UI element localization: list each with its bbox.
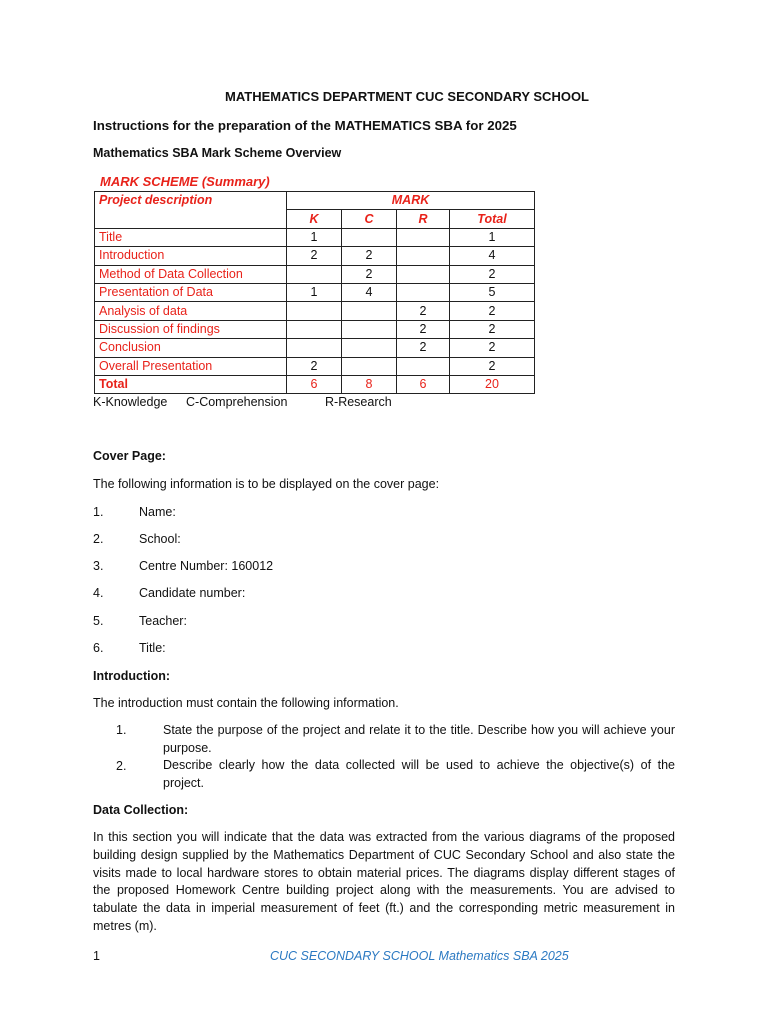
total-c: 8: [342, 375, 397, 393]
table-total-row: [95, 375, 535, 393]
col-project-description: Project description: [95, 192, 287, 229]
row-total: 2: [450, 320, 535, 338]
row-k: 2: [287, 247, 342, 265]
overview-heading: Mathematics SBA Mark Scheme Overview: [93, 146, 342, 160]
cover-item-label: Centre Number: 160012: [139, 559, 274, 573]
cover-item-label: Candidate number:: [139, 586, 246, 600]
cover-page-heading: Cover Page:: [93, 449, 166, 463]
total-total: 20: [450, 375, 535, 393]
cover-item-label: Name:: [139, 505, 176, 519]
row-total: 2: [450, 339, 535, 357]
row-k: [287, 320, 342, 338]
introduction-heading: Introduction:: [93, 669, 171, 683]
row-k: [287, 302, 342, 320]
col-total: Total: [450, 210, 535, 228]
total-desc: Total: [95, 375, 287, 393]
table-row: [95, 339, 535, 357]
col-k: K: [287, 210, 342, 228]
row-r: [397, 247, 450, 265]
mark-scheme-table: [94, 191, 535, 394]
cover-item-number: 4.: [93, 586, 104, 600]
legend-comprehension: C-Comprehension: [186, 395, 288, 409]
row-k: [287, 339, 342, 357]
instructions-heading: Instructions for the preparation of the MATHEMATICS SBA for 2025: [93, 118, 517, 133]
row-desc: Introduction: [95, 247, 287, 265]
row-desc: Title: [95, 228, 287, 246]
data-collection-heading: Data Collection:: [93, 803, 189, 817]
mark-scheme-caption: MARK SCHEME (Summary): [100, 174, 270, 189]
row-total: 2: [450, 265, 535, 283]
document-title: MATHEMATICS DEPARTMENT CUC SECONDARY SCHOOL: [225, 89, 589, 104]
table-row: [95, 302, 535, 320]
row-c: [342, 302, 397, 320]
cover-item-number: 6.: [93, 641, 104, 655]
legend-knowledge: K-Knowledge: [93, 395, 168, 409]
table-row: [95, 357, 535, 375]
col-r: R: [397, 210, 450, 228]
table-row: [95, 228, 535, 246]
row-c: [342, 339, 397, 357]
cover-item-label: School:: [139, 532, 181, 546]
introduction-intro: The introduction must contain the following information.: [93, 696, 399, 710]
row-k: 1: [287, 228, 342, 246]
total-k: 6: [287, 375, 342, 393]
page-number: 1: [93, 949, 100, 963]
cover-item-number: 5.: [93, 614, 104, 628]
row-k: [287, 265, 342, 283]
footer-text: CUC SECONDARY SCHOOL Mathematics SBA 2025: [270, 949, 569, 963]
row-r: 2: [397, 302, 450, 320]
intro-item-number: 1.: [116, 723, 127, 737]
intro-item-text: Describe clearly how the data collected will be used to achieve the objective(s) of the project.: [163, 758, 675, 790]
table-row: [95, 283, 535, 301]
row-c: [342, 357, 397, 375]
cover-item-number: 1.: [93, 505, 104, 519]
row-desc: Conclusion: [95, 339, 287, 357]
intro-item-number: 2.: [116, 759, 127, 773]
table-row: [95, 320, 535, 338]
data-collection-text: In this section you will indicate that the data was extracted from the various diagrams of the proposed building design supplied by the Mathematics Department of CUC Secondary School and also state the visits made to local hardware stores to obtain material prices. The diagrams display different stages of the proposed Homework Centre building project along with the measurements. You are advised to tabulate the data in imperial measurement of feet (ft.) and the corresponding metric measurement in metres (m).: [93, 830, 675, 933]
row-desc: Method of Data Collection: [95, 265, 287, 283]
total-r: 6: [397, 375, 450, 393]
row-r: [397, 228, 450, 246]
row-c: [342, 228, 397, 246]
cover-item-label: Teacher:: [139, 614, 187, 628]
row-r: 2: [397, 320, 450, 338]
col-mark: MARK: [287, 192, 535, 210]
table-row: [95, 247, 535, 265]
row-c: 2: [342, 265, 397, 283]
cover-item-label: Title:: [139, 641, 166, 655]
row-total: 2: [450, 357, 535, 375]
row-c: 2: [342, 247, 397, 265]
row-r: [397, 283, 450, 301]
row-total: 2: [450, 302, 535, 320]
row-r: [397, 357, 450, 375]
table-row: [95, 265, 535, 283]
row-total: 5: [450, 283, 535, 301]
row-desc: Analysis of data: [95, 302, 287, 320]
row-desc: Overall Presentation: [95, 357, 287, 375]
intro-item-text: State the purpose of the project and relate it to the title. Describe how you will achieve your purpose.: [163, 723, 675, 755]
row-c: 4: [342, 283, 397, 301]
row-desc: Discussion of findings: [95, 320, 287, 338]
row-total: 1: [450, 228, 535, 246]
legend-research: R-Research: [325, 395, 392, 409]
cover-item-number: 3.: [93, 559, 104, 573]
row-k: 2: [287, 357, 342, 375]
row-c: [342, 320, 397, 338]
row-r: [397, 265, 450, 283]
row-k: 1: [287, 283, 342, 301]
col-c: C: [342, 210, 397, 228]
cover-item-number: 2.: [93, 532, 104, 546]
cover-page-intro: The following information is to be displayed on the cover page:: [93, 477, 440, 491]
table-header-row: [95, 192, 535, 210]
row-total: 4: [450, 247, 535, 265]
row-desc: Presentation of Data: [95, 283, 287, 301]
row-r: 2: [397, 339, 450, 357]
